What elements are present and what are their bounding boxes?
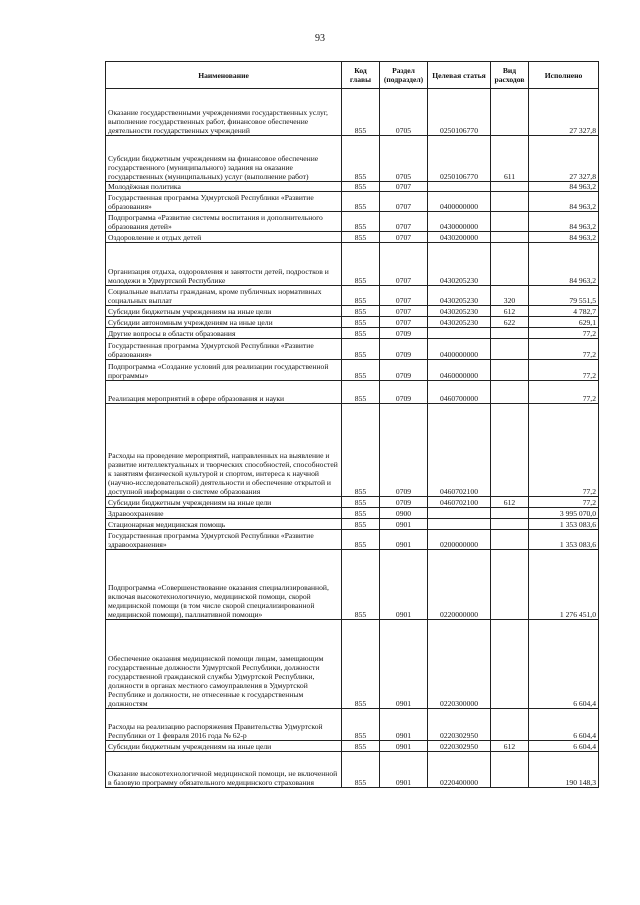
row-ispolneno: 27 327,8 xyxy=(529,89,599,136)
row-glava: 855 xyxy=(342,339,380,360)
row-ispolneno: 77,2 xyxy=(529,381,599,404)
row-vid xyxy=(491,328,529,339)
row-ispolneno: 1 276 451,0 xyxy=(529,550,599,620)
row-vid xyxy=(491,530,529,550)
row-vid xyxy=(491,182,529,192)
row-glava: 855 xyxy=(342,620,380,709)
row-statya: 0200000000 xyxy=(428,530,491,550)
row-name: Подпрограмма «Развитие системы воспитания и дополнительного образования детей» xyxy=(106,212,342,232)
table-row xyxy=(106,286,599,306)
row-glava: 855 xyxy=(342,381,380,404)
row-glava: 855 xyxy=(342,328,380,339)
row-name: Социальные выплаты гражданам, кроме публичных нормативных социальных выплат xyxy=(106,286,342,306)
row-razdel: 0709 xyxy=(380,497,428,508)
table-row xyxy=(106,497,599,508)
row-vid xyxy=(491,381,529,404)
row-statya xyxy=(428,508,491,519)
row-ispolneno: 4 782,7 xyxy=(529,306,599,317)
row-razdel: 0709 xyxy=(380,360,428,381)
budget-table xyxy=(105,61,599,788)
row-ispolneno: 77,2 xyxy=(529,404,599,497)
row-ispolneno: 84 963,2 xyxy=(529,212,599,232)
row-statya: 0430205230 xyxy=(428,306,491,317)
row-ispolneno: 77,2 xyxy=(529,497,599,508)
table-row xyxy=(106,89,599,136)
row-vid: 612 xyxy=(491,306,529,317)
row-ispolneno: 6 604,4 xyxy=(529,741,599,752)
row-statya: 0250106770 xyxy=(428,89,491,136)
row-vid xyxy=(491,192,529,212)
row-glava: 855 xyxy=(342,243,380,286)
row-statya: 0460702100 xyxy=(428,404,491,497)
table-row xyxy=(106,508,599,519)
table-row xyxy=(106,328,599,339)
row-ispolneno: 79 551,5 xyxy=(529,286,599,306)
row-vid xyxy=(491,232,529,243)
row-ispolneno: 77,2 xyxy=(529,360,599,381)
row-razdel: 0900 xyxy=(380,508,428,519)
row-glava: 855 xyxy=(342,519,380,530)
table-row xyxy=(106,136,599,182)
row-statya: 0460700000 xyxy=(428,381,491,404)
row-name: Реализация мероприятий в сфере образования и науки xyxy=(106,381,342,404)
row-razdel: 0707 xyxy=(380,232,428,243)
table-row xyxy=(106,620,599,709)
row-vid xyxy=(491,709,529,741)
row-vid xyxy=(491,508,529,519)
row-ispolneno: 84 963,2 xyxy=(529,192,599,212)
row-name: Субсидии бюджетным учреждениям на финансовое обеспечение государственного (муниципального) задания на оказание государственных (муниципальных) услуг (выполнение работ) xyxy=(106,136,342,182)
row-name: Расходы на реализацию распоряжения Правительства Удмуртской Республики от 1 февраля 2016 года № 62-р xyxy=(106,709,342,741)
row-vid xyxy=(491,620,529,709)
row-razdel: 0709 xyxy=(380,381,428,404)
row-name: Здравоохранение xyxy=(106,508,342,519)
row-glava: 855 xyxy=(342,89,380,136)
row-ispolneno: 1 353 083,6 xyxy=(529,519,599,530)
row-vid: 611 xyxy=(491,136,529,182)
row-vid xyxy=(491,89,529,136)
row-glava: 855 xyxy=(342,286,380,306)
row-name: Организация отдыха, оздоровления и занятости детей, подростков и молодежи в Удмуртской Республике xyxy=(106,243,342,286)
header-statya: Целевая статья xyxy=(428,62,491,89)
row-ispolneno: 27 327,8 xyxy=(529,136,599,182)
header-vid: Вид расходов xyxy=(491,62,529,89)
row-glava: 855 xyxy=(342,709,380,741)
row-razdel: 0707 xyxy=(380,182,428,192)
row-glava: 855 xyxy=(342,550,380,620)
table-row xyxy=(106,741,599,752)
row-ispolneno: 1 353 083,6 xyxy=(529,530,599,550)
row-statya: 0250106770 xyxy=(428,136,491,182)
row-name: Расходы на проведение мероприятий, направленных на выявление и развитие интеллектуальных и творческих способностей, способностей к занятиям физической культурой и спортом, интереса к научной (научно-исследовательской) деятельности и обеспечение открытой и доступной информации о системе образования xyxy=(106,404,342,497)
row-statya: 0220400000 xyxy=(428,752,491,788)
row-razdel: 0901 xyxy=(380,530,428,550)
table-row xyxy=(106,360,599,381)
row-vid: 612 xyxy=(491,497,529,508)
row-name: Оказание высокотехнологичной медицинской помощи, не включенной в базовую программу обязательного медицинского страхования xyxy=(106,752,342,788)
row-glava: 855 xyxy=(342,508,380,519)
row-glava: 855 xyxy=(342,741,380,752)
table-row xyxy=(106,381,599,404)
page-number: 93 xyxy=(315,33,325,44)
row-statya: 0430000000 xyxy=(428,212,491,232)
row-vid xyxy=(491,243,529,286)
row-name: Обеспечение оказания медицинской помощи лицам, замещающим государственные должности Удмуртской Республики, должности государственной гражданской службы Удмуртской Республики, должности в органах местного самоуправления в Удмуртской Республике и должности, не отнесенные к государственным должностям xyxy=(106,620,342,709)
row-statya: 0220000000 xyxy=(428,550,491,620)
table-row xyxy=(106,306,599,317)
row-glava: 855 xyxy=(342,182,380,192)
row-vid: 320 xyxy=(491,286,529,306)
row-razdel: 0709 xyxy=(380,339,428,360)
row-statya: 0220302950 xyxy=(428,709,491,741)
row-razdel: 0707 xyxy=(380,306,428,317)
row-razdel: 0901 xyxy=(380,752,428,788)
row-glava: 855 xyxy=(342,404,380,497)
row-glava: 855 xyxy=(342,497,380,508)
row-statya: 0430200000 xyxy=(428,232,491,243)
row-razdel: 0707 xyxy=(380,212,428,232)
row-statya: 0430205230 xyxy=(428,243,491,286)
row-razdel: 0707 xyxy=(380,317,428,328)
row-glava: 855 xyxy=(342,530,380,550)
row-razdel: 0901 xyxy=(380,620,428,709)
row-glava: 855 xyxy=(342,136,380,182)
table-row xyxy=(106,339,599,360)
row-ispolneno: 77,2 xyxy=(529,328,599,339)
row-vid xyxy=(491,550,529,620)
table-row xyxy=(106,317,599,328)
row-statya xyxy=(428,328,491,339)
row-statya: 0400000000 xyxy=(428,339,491,360)
table-row xyxy=(106,709,599,741)
row-name: Стационарная медицинская помощь xyxy=(106,519,342,530)
row-statya: 0220300000 xyxy=(428,620,491,709)
row-name: Государственная программа Удмуртской Республики «Развитие здравоохранения» xyxy=(106,530,342,550)
row-glava: 855 xyxy=(342,360,380,381)
row-glava: 855 xyxy=(342,212,380,232)
row-glava: 855 xyxy=(342,317,380,328)
row-name: Субсидии бюджетным учреждениям на иные цели xyxy=(106,306,342,317)
row-glava: 855 xyxy=(342,232,380,243)
row-vid xyxy=(491,360,529,381)
row-name: Молодёжная политика xyxy=(106,182,342,192)
row-statya: 0430205230 xyxy=(428,317,491,328)
table-row xyxy=(106,404,599,497)
row-glava: 855 xyxy=(342,306,380,317)
table-row xyxy=(106,550,599,620)
row-razdel: 0901 xyxy=(380,519,428,530)
row-ispolneno: 3 995 070,0 xyxy=(529,508,599,519)
row-statya xyxy=(428,182,491,192)
row-ispolneno: 84 963,2 xyxy=(529,182,599,192)
row-ispolneno: 84 963,2 xyxy=(529,243,599,286)
header-name: Наименование xyxy=(106,62,342,89)
table-row xyxy=(106,519,599,530)
row-razdel: 0709 xyxy=(380,404,428,497)
table-row xyxy=(106,182,599,192)
table-row xyxy=(106,212,599,232)
row-name: Подпрограмма «Совершенствование оказания специализированной, включая высокотехнологичную, медицинской помощи, скорой медицинской помощи (в том числе скорой специализированной медицинской помощи), паллиативной помощи» xyxy=(106,550,342,620)
row-vid xyxy=(491,339,529,360)
row-statya: 0400000000 xyxy=(428,192,491,212)
row-name: Субсидии бюджетным учреждениям на иные цели xyxy=(106,741,342,752)
row-glava: 855 xyxy=(342,752,380,788)
row-name: Государственная программа Удмуртской Республики «Развитие образования» xyxy=(106,192,342,212)
table-header-row xyxy=(106,62,599,89)
row-razdel: 0709 xyxy=(380,328,428,339)
row-statya: 0430205230 xyxy=(428,286,491,306)
row-ispolneno: 77,2 xyxy=(529,339,599,360)
row-statya: 0460702100 xyxy=(428,497,491,508)
row-vid: 622 xyxy=(491,317,529,328)
row-name: Государственная программа Удмуртской Республики «Развитие образования» xyxy=(106,339,342,360)
row-name: Субсидии автономным учреждениям на иные цели xyxy=(106,317,342,328)
row-statya: 0460000000 xyxy=(428,360,491,381)
row-name: Другие вопросы в области образования xyxy=(106,328,342,339)
row-vid: 612 xyxy=(491,741,529,752)
row-statya xyxy=(428,519,491,530)
row-ispolneno: 6 604,4 xyxy=(529,709,599,741)
row-razdel: 0901 xyxy=(380,709,428,741)
row-name: Субсидии бюджетным учреждениям на иные цели xyxy=(106,497,342,508)
row-name: Оздоровление и отдых детей xyxy=(106,232,342,243)
row-vid xyxy=(491,519,529,530)
table-row xyxy=(106,192,599,212)
row-razdel: 0705 xyxy=(380,136,428,182)
row-razdel: 0707 xyxy=(380,192,428,212)
table-row xyxy=(106,530,599,550)
table-row xyxy=(106,243,599,286)
row-ispolneno: 190 148,3 xyxy=(529,752,599,788)
table-row xyxy=(106,232,599,243)
row-vid xyxy=(491,404,529,497)
row-razdel: 0707 xyxy=(380,243,428,286)
row-razdel: 0707 xyxy=(380,286,428,306)
row-glava: 855 xyxy=(342,192,380,212)
row-ispolneno: 6 604,4 xyxy=(529,620,599,709)
row-razdel: 0901 xyxy=(380,550,428,620)
row-ispolneno: 84 963,2 xyxy=(529,232,599,243)
row-vid xyxy=(491,752,529,788)
row-razdel: 0901 xyxy=(380,741,428,752)
table-row xyxy=(106,752,599,788)
header-razdel: Раздел (подраздел) xyxy=(380,62,428,89)
row-statya: 0220302950 xyxy=(428,741,491,752)
row-razdel: 0705 xyxy=(380,89,428,136)
row-name: Подпрограмма «Создание условий для реализации государственной программы» xyxy=(106,360,342,381)
row-name: Оказание государственными учреждениями государственных услуг, выполнение государственных работ, финансовое обеспечение деятельности государственных учреждений xyxy=(106,89,342,136)
header-glava: Код главы xyxy=(342,62,380,89)
row-vid xyxy=(491,212,529,232)
row-ispolneno: 629,1 xyxy=(529,317,599,328)
header-ispolneno: Исполнено xyxy=(529,62,599,89)
